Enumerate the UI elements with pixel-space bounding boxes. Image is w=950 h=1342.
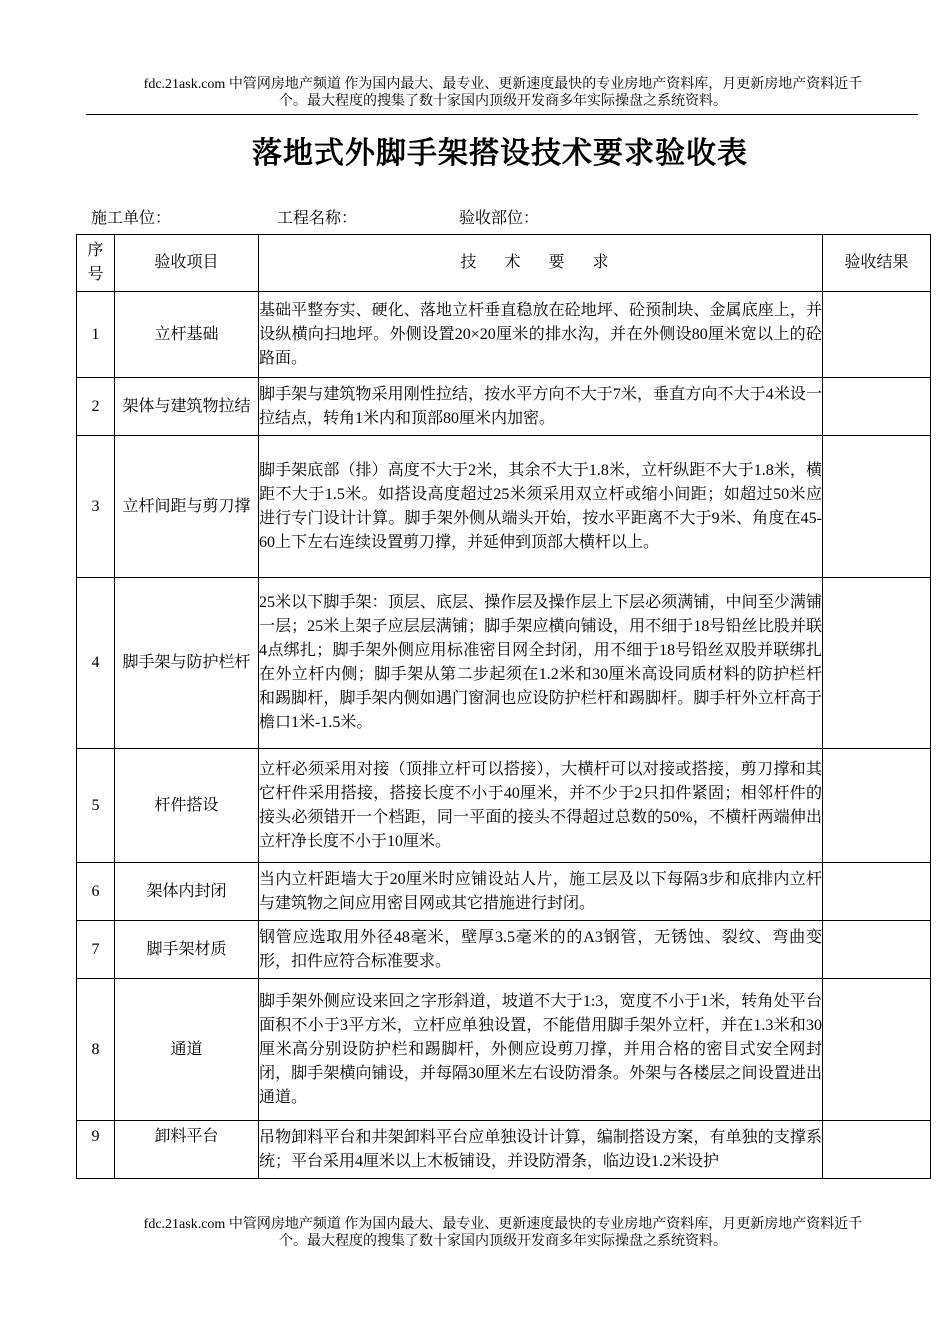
- footer-banner-line1: fdc.21ask.com 中管网房地产频道 作为国内最大、最专业、更新速度最快的专业房地产资料库，月更新房地产资料近千: [143, 1217, 863, 1232]
- row-item: 卸料平台: [115, 1121, 259, 1179]
- row-item: 脚手架材质: [115, 921, 259, 979]
- row-item: 立杆间距与剪刀撑: [115, 436, 259, 578]
- row-no: 8: [77, 979, 115, 1121]
- inspection-table: [76, 234, 931, 1179]
- row-item: 立杆基础: [115, 292, 259, 378]
- table-row: [77, 436, 931, 578]
- row-no: 1: [77, 292, 115, 378]
- header-requirement: 技 术 要 求: [259, 235, 823, 292]
- footer-banner: [86, 1216, 920, 1250]
- header-banner-line2: 个。最大程度的搜集了数十家国内顶级开发商多年实际操盘之系统资料。: [279, 94, 727, 109]
- row-result: [823, 436, 931, 578]
- row-no: 2: [77, 378, 115, 436]
- row-requirement: 钢管应选取用外径48毫米，壁厚3.5毫米的的A3钢管，无锈蚀、裂纹、弯曲变形，扣件应符合标准要求。: [259, 921, 823, 979]
- header-item: 验收项目: [115, 235, 259, 292]
- table-row: [77, 578, 931, 749]
- header-banner: [86, 76, 920, 110]
- page-title: 落地式外脚手架搭设技术要求验收表: [252, 137, 748, 170]
- row-result: [823, 1121, 931, 1179]
- table-header-row: [77, 235, 931, 292]
- header-rule: [86, 114, 918, 115]
- table-row: [77, 1121, 931, 1179]
- row-requirement: 基础平整夯实、硬化、落地立杆垂直稳放在砼地坪、砼预制块、金属底座上，并设纵横向扫地坪。外侧设置20×20厘米的排水沟，并在外侧设80厘米宽以上的砼路面。: [259, 292, 823, 378]
- row-requirement: 立杆必须采用对接（顶排立杆可以搭接），大横杆可以对接或搭接，剪刀撑和其它杆件采用搭接，搭接长度不小于40厘米，并不少于2只扣件紧固；相邻杆件的接头必须错开一个档距，同一平面的接头不得超过总数的50%，不横杆两端伸出立杆净长度不小于10厘米。: [259, 749, 823, 863]
- row-result: [823, 378, 931, 436]
- row-no: 3: [77, 436, 115, 578]
- row-result: [823, 578, 931, 749]
- row-requirement: 吊物卸料平台和井架卸料平台应单独设计计算，编制搭设方案，有单独的支撑系统；平台采用4厘米以上木板铺设，并设防滑条，临边设1.2米设护: [259, 1121, 823, 1179]
- row-result: [823, 749, 931, 863]
- table-row: [77, 979, 931, 1121]
- inspection-location-label: 验收部位：: [459, 210, 540, 227]
- header-result: 验收结果: [823, 235, 931, 292]
- table-row: [77, 863, 931, 921]
- project-name-label: 工程名称：: [277, 210, 358, 227]
- row-requirement: 脚手架外侧应设来回之字形斜道，坡道不大于1:3，宽度不小于1米，转角处平台面积不小于3平方米，立杆应单独设置，不能借用脚手架外立杆，并在1.3米和30厘米高分别设防护栏和踢脚杆，外侧应设剪刀撑，并用合格的密目式安全网封闭，脚手架横向铺设，并每隔30厘米左右设防滑条。外架与各楼层之间设置进出通道。: [259, 979, 823, 1121]
- table-row: [77, 749, 931, 863]
- row-result: [823, 979, 931, 1121]
- row-no: 5: [77, 749, 115, 863]
- row-requirement: 25米以下脚手架：顶层、底层、操作层及操作层上下层必须满铺，中间至少满铺一层；25米上架子应层层满铺；脚手架应横向铺设，用不细于18号铅丝比股并联4点绑扎；脚手架外侧应用标准密目网全封闭，用不细于18号铅丝双股并联绑扎在外立杆内侧；脚手架从第二步起须在1.2米和30厘米高设同质材料的防护栏杆和踢脚杆，脚手架内侧如遇门窗洞也应设防护栏杆和踢脚杆。脚手杆外立杆高于檐口1米-1.5米。: [259, 578, 823, 749]
- header-no: 序 号: [77, 235, 115, 292]
- footer-banner-line2: 个。最大程度的搜集了数十家国内顶级开发商多年实际操盘之系统资料。: [279, 1234, 727, 1249]
- row-requirement: 脚手架底部（排）高度不大于2米，其余不大于1.8米，立杆纵距不大于1.8米，横距不大于1.5米。如搭设高度超过25米须采用双立杆或缩小间距；如超过50米应进行专门设计计算。脚手架外侧从端头开始，按水平距离不大于9米、角度在45-60上下左右连续设置剪刀撑，并延伸到顶部大横杆以上。: [259, 436, 823, 578]
- row-item: 架体内封闭: [115, 863, 259, 921]
- row-item: 脚手架与防护栏杆: [115, 578, 259, 749]
- row-result: [823, 292, 931, 378]
- row-result: [823, 921, 931, 979]
- row-requirement: 当内立杆距墙大于20厘米时应铺设站人片，施工层及以下每隔3步和底排内立杆与建筑物之间应用密目网或其它措施进行封闭。: [259, 863, 823, 921]
- row-no: 4: [77, 578, 115, 749]
- row-no: 7: [77, 921, 115, 979]
- row-item: 通道: [115, 979, 259, 1121]
- row-item: 架体与建筑物拉结: [115, 378, 259, 436]
- table-row: [77, 378, 931, 436]
- row-requirement: 脚手架与建筑物采用刚性拉结，按水平方向不大于7米，垂直方向不大于4米设一拉结点，转角1米内和顶部80厘米内加密。: [259, 378, 823, 436]
- row-no: 9: [77, 1121, 115, 1179]
- row-no: 6: [77, 863, 115, 921]
- row-item: 杆件搭设: [115, 749, 259, 863]
- table-row: [77, 292, 931, 378]
- table-row: [77, 921, 931, 979]
- construction-unit-label: 施工单位：: [91, 210, 172, 227]
- row-result: [823, 863, 931, 921]
- header-banner-line1: fdc.21ask.com 中管网房地产频道 作为国内最大、最专业、更新速度最快的专业房地产资料库，月更新房地产资料近千: [143, 77, 863, 92]
